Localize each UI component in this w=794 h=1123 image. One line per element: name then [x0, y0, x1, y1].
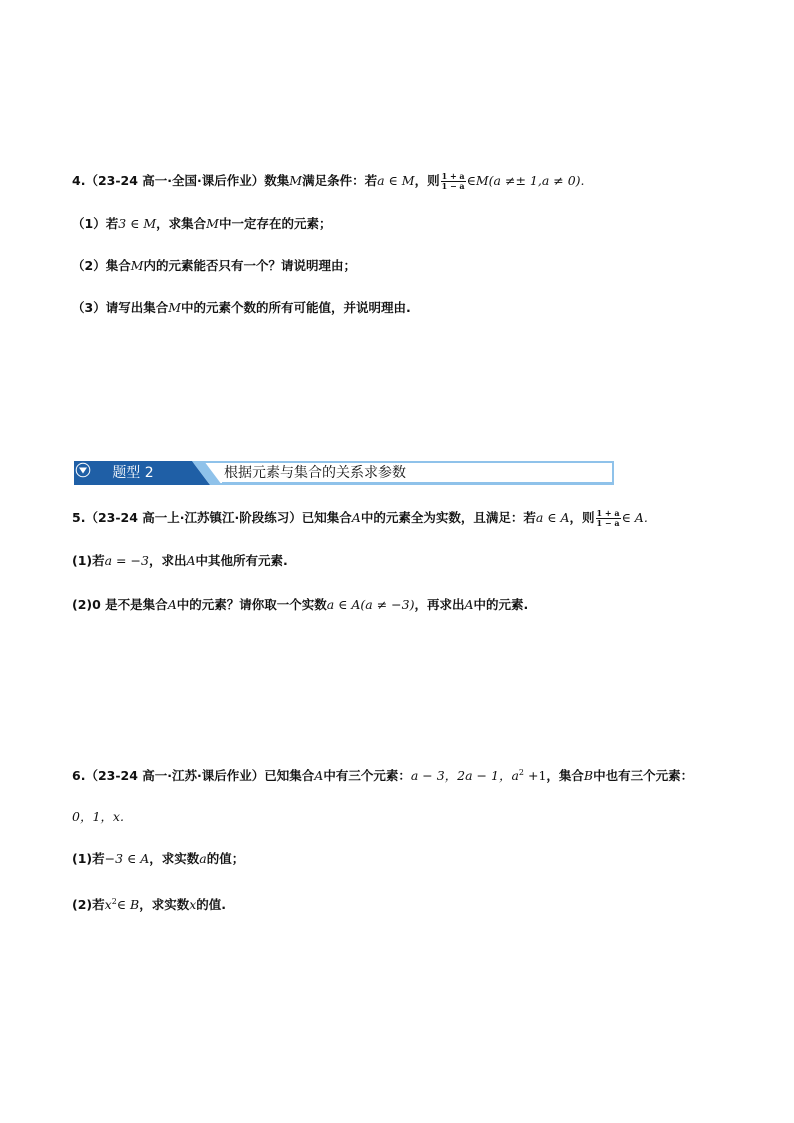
q4-part3: [72, 299, 411, 317]
part-text: 的值.: [196, 897, 227, 913]
q5-part1: [72, 552, 288, 570]
part-label: (1)若: [72, 553, 105, 568]
fraction-denominator: 1 − a: [596, 518, 620, 528]
var-x: x: [189, 897, 197, 913]
q6-part2: [72, 893, 226, 914]
fraction-numerator: 1 + a: [596, 508, 620, 518]
math-expr: a ∈ M: [377, 173, 415, 188]
banner-label: 题型 2: [112, 465, 154, 481]
q6-stem-text: ，集合: [546, 768, 584, 784]
set-a: A: [167, 597, 177, 612]
set-m: M: [130, 258, 144, 273]
part-text: 的值；: [206, 851, 245, 866]
math-expr: 0，1，x.: [72, 809, 124, 824]
fraction-denominator: 1 − a: [441, 181, 465, 191]
part-text: 内的元素能否只有一个？请说明理由；: [143, 258, 357, 273]
math-expr: ∈ A.: [621, 510, 648, 525]
part-text: 中一定存在的元素；: [218, 216, 332, 231]
q4-part1: [72, 215, 332, 233]
math-expr: 3 ∈ M: [118, 216, 157, 231]
set-m: M: [289, 173, 303, 188]
fraction-numerator: 1 + a: [441, 171, 465, 181]
q4-source: （23-24 高一·全国·课后作业）: [85, 173, 265, 188]
part-label: （2）集合: [72, 258, 131, 273]
q4-stem-text: ，则: [414, 173, 440, 188]
q6-stem: [72, 764, 693, 785]
part-text: 中的元素.: [473, 597, 529, 612]
part-label: (2)0 是不是集合: [72, 597, 168, 612]
q5-stem-text: 已知集合: [301, 510, 352, 525]
math-superscript: 2: [518, 768, 524, 777]
part-text: 中的元素？请你取一个实数: [176, 597, 327, 612]
part-text: ，求出: [148, 553, 187, 568]
q6-stem-text: 已知集合: [264, 768, 315, 784]
fraction: [596, 509, 621, 528]
q5-stem-text: 中的元素全为实数，且满足：若: [360, 510, 536, 525]
math-expr: a = −3: [104, 553, 149, 568]
section-banner: [74, 461, 614, 485]
math-expr: −3 ∈ A: [104, 851, 150, 866]
set-a: A: [351, 510, 361, 525]
q5-part2: [72, 596, 528, 614]
part-text: 中其他所有元素.: [195, 553, 288, 568]
math-expr: a ∈ A(a ≠ −3): [326, 597, 415, 612]
chevron-down-circle-icon[interactable]: [74, 461, 92, 479]
set-b: B: [583, 768, 594, 784]
math-superscript: 2: [111, 897, 117, 906]
q4-part2: [72, 257, 356, 275]
q6-line2: [72, 808, 124, 826]
part-label: （1）若: [72, 216, 119, 231]
math-expr: a ∈ A: [535, 510, 570, 525]
math-expr: ∈ B: [116, 897, 140, 913]
q4-stem: [72, 172, 585, 191]
math-expr: a − 3，2a − 1，a: [410, 768, 519, 784]
part-label: (1)若: [72, 851, 105, 866]
part-text: ，求实数: [139, 897, 190, 913]
part-text: ，求实数: [149, 851, 200, 866]
part-text: 中的元素个数的所有可能值，并说明理由.: [181, 300, 411, 315]
q6-number: 6.: [72, 768, 86, 784]
q6-stem-text: 中有三个元素：: [323, 768, 411, 784]
set-m: M: [168, 300, 182, 315]
var-x: x: [104, 897, 112, 913]
q4-number: 4.: [72, 173, 86, 188]
part-label: （3）请写出集合: [72, 300, 169, 315]
set-a: A: [314, 768, 324, 784]
q5-source: （23-24 高一上·江苏镇江·阶段练习）: [85, 510, 302, 525]
var-a: a: [199, 851, 207, 866]
q4-stem-text: 满足条件：若: [302, 173, 378, 188]
part-text: ，再求出: [414, 597, 465, 612]
part-label: (2)若: [72, 897, 105, 913]
set-a: A: [464, 597, 474, 612]
math-expr: ∈M(a ≠± 1,a ≠ 0).: [466, 173, 585, 188]
q5-stem-text: ，则: [569, 510, 595, 525]
q5-number: 5.: [72, 510, 86, 525]
q5-stem: [72, 509, 648, 528]
banner-title: 根据元素与集合的关系求参数: [224, 465, 406, 481]
q6-part1: [72, 850, 244, 868]
q6-source: （23-24 高一·江苏·课后作业）: [85, 768, 265, 784]
q6-stem-text: 中也有三个元素：: [593, 768, 694, 784]
q4-stem-text: 数集: [264, 173, 290, 188]
set-a: A: [186, 553, 196, 568]
set-m: M: [206, 216, 219, 231]
math-expr: +1: [524, 768, 547, 784]
fraction: [441, 172, 466, 191]
part-text: ，求集合: [156, 216, 207, 231]
